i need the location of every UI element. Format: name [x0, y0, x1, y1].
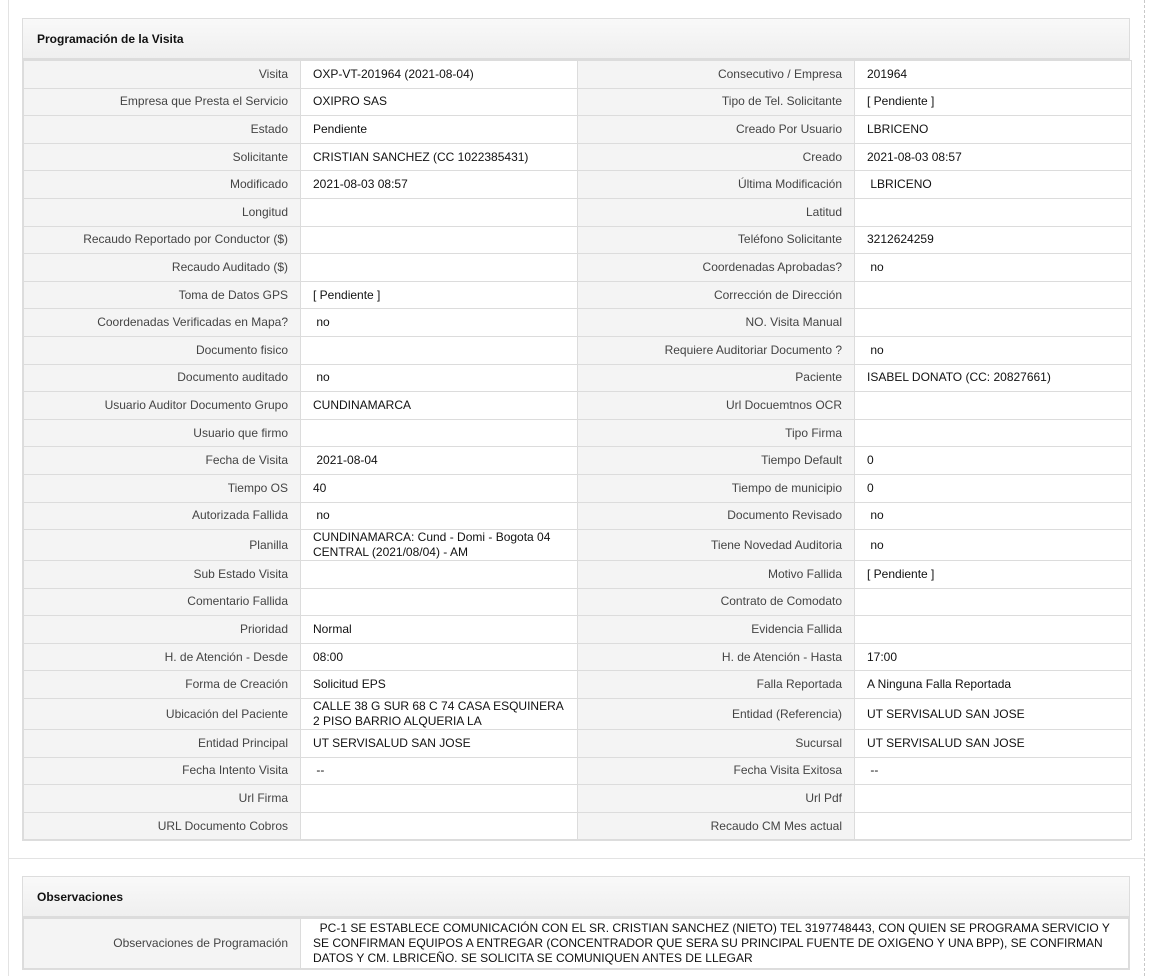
field-label: Creado Por Usuario — [578, 116, 855, 144]
field-value — [855, 392, 1132, 420]
detail-row — [24, 88, 1132, 116]
field-label: Tipo Firma — [578, 419, 855, 447]
field-label: Prioridad — [24, 616, 301, 644]
field-label: Evidencia Fallida — [578, 616, 855, 644]
field-value — [855, 309, 1132, 337]
field-label: Toma de Datos GPS — [24, 281, 301, 309]
detail-row — [24, 419, 1132, 447]
container-right-border — [1144, 0, 1145, 976]
field-value: UT SERVISALUD SAN JOSE — [855, 699, 1132, 730]
field-label: Contrato de Comodato — [578, 588, 855, 616]
detail-row — [24, 116, 1132, 144]
field-value: Pendiente — [301, 116, 578, 144]
field-label: Autorizada Fallida — [24, 502, 301, 530]
detail-row — [24, 281, 1132, 309]
field-label: Recaudo Reportado por Conductor ($) — [24, 226, 301, 254]
field-value: 17:00 — [855, 643, 1132, 671]
field-label: Creado — [578, 143, 855, 171]
observaciones-title: Observaciones — [23, 877, 1129, 918]
field-label: Fecha de Visita — [24, 447, 301, 475]
detail-row — [24, 392, 1132, 420]
detail-row — [24, 502, 1132, 530]
field-value: LBRICENO — [855, 116, 1132, 144]
detail-row — [24, 364, 1132, 392]
detail-row — [24, 254, 1132, 282]
field-label: Url Docuemtnos OCR — [578, 392, 855, 420]
field-value: [ Pendiente ] — [855, 561, 1132, 589]
section-separator — [8, 858, 1144, 859]
field-value: LBRICENO — [855, 171, 1132, 199]
field-value: ISABEL DONATO (CC: 20827661) — [855, 364, 1132, 392]
field-label: Tiempo Default — [578, 447, 855, 475]
field-value: 3212624259 — [855, 226, 1132, 254]
observaciones-panel — [22, 876, 1130, 970]
field-label: Motivo Fallida — [578, 561, 855, 589]
field-value: UT SERVISALUD SAN JOSE — [301, 730, 578, 758]
field-label: Coordenadas Aprobadas? — [578, 254, 855, 282]
field-label: Latitud — [578, 198, 855, 226]
field-label: Ubicación del Paciente — [24, 699, 301, 730]
field-label: Url Firma — [24, 785, 301, 813]
detail-row — [24, 143, 1132, 171]
field-value: no — [855, 530, 1132, 561]
field-value — [301, 812, 578, 840]
field-label: Tipo de Tel. Solicitante — [578, 88, 855, 116]
field-value: 08:00 — [301, 643, 578, 671]
field-value: CUNDINAMARCA: Cund - Domi - Bogota 04 CENTRAL (2021/08/04) - AM — [301, 530, 578, 561]
field-label: Usuario Auditor Documento Grupo — [24, 392, 301, 420]
field-value: A Ninguna Falla Reportada — [855, 671, 1132, 699]
field-value — [855, 616, 1132, 644]
field-value: no — [855, 502, 1132, 530]
field-value — [855, 588, 1132, 616]
field-label: Documento Revisado — [578, 502, 855, 530]
field-label: Estado — [24, 116, 301, 144]
field-label: Url Pdf — [578, 785, 855, 813]
detail-row — [24, 198, 1132, 226]
field-label: Coordenadas Verificadas en Mapa? — [24, 309, 301, 337]
field-value: no — [855, 336, 1132, 364]
field-label: Recaudo Auditado ($) — [24, 254, 301, 282]
field-label: Entidad (Referencia) — [578, 699, 855, 730]
field-value: 2021-08-03 08:57 — [855, 143, 1132, 171]
field-label: Consecutivo / Empresa — [578, 61, 855, 89]
field-value — [301, 419, 578, 447]
detail-row — [24, 757, 1132, 785]
field-label: Entidad Principal — [24, 730, 301, 758]
detail-row — [24, 530, 1132, 561]
detail-row — [24, 671, 1132, 699]
observaciones-label: Observaciones de Programación — [24, 919, 301, 969]
field-label: Tiempo OS — [24, 474, 301, 502]
field-label: Requiere Auditoriar Documento ? — [578, 336, 855, 364]
field-value: -- — [301, 757, 578, 785]
field-value — [301, 336, 578, 364]
field-label: URL Documento Cobros — [24, 812, 301, 840]
visit-details-table — [23, 60, 1132, 840]
detail-row — [24, 226, 1132, 254]
detail-row — [24, 643, 1132, 671]
detail-row — [24, 171, 1132, 199]
detail-row — [24, 336, 1132, 364]
field-label: Documento fisico — [24, 336, 301, 364]
field-value: CUNDINAMARCA — [301, 392, 578, 420]
field-value: 0 — [855, 447, 1132, 475]
field-label: NO. Visita Manual — [578, 309, 855, 337]
observaciones-table — [23, 918, 1129, 969]
detail-row — [24, 588, 1132, 616]
field-label: Corrección de Dirección — [578, 281, 855, 309]
field-value — [855, 419, 1132, 447]
detail-row — [24, 730, 1132, 758]
field-value: CALLE 38 G SUR 68 C 74 CASA ESQUINERA 2 PISO BARRIO ALQUERIA LA — [301, 699, 578, 730]
field-label: Forma de Creación — [24, 671, 301, 699]
field-value: 2021-08-04 — [301, 447, 578, 475]
detail-row — [24, 61, 1132, 89]
field-value: no — [301, 364, 578, 392]
detail-row — [24, 699, 1132, 730]
field-value: 201964 — [855, 61, 1132, 89]
field-label: Modificado — [24, 171, 301, 199]
field-value: no — [855, 254, 1132, 282]
field-value: UT SERVISALUD SAN JOSE — [855, 730, 1132, 758]
detail-row — [24, 812, 1132, 840]
field-value — [855, 281, 1132, 309]
field-label: Fecha Intento Visita — [24, 757, 301, 785]
field-value: OXP-VT-201964 (2021-08-04) — [301, 61, 578, 89]
detail-row — [24, 474, 1132, 502]
field-label: Falla Reportada — [578, 671, 855, 699]
field-value: CRISTIAN SANCHEZ (CC 1022385431) — [301, 143, 578, 171]
field-value — [301, 198, 578, 226]
detail-row — [24, 561, 1132, 589]
field-value: no — [301, 309, 578, 337]
detail-row — [24, 616, 1132, 644]
field-value — [855, 785, 1132, 813]
field-label: Última Modificación — [578, 171, 855, 199]
field-label: Sub Estado Visita — [24, 561, 301, 589]
field-label: Fecha Visita Exitosa — [578, 757, 855, 785]
field-label: Comentario Fallida — [24, 588, 301, 616]
field-label: H. de Atención - Hasta — [578, 643, 855, 671]
field-value: [ Pendiente ] — [855, 88, 1132, 116]
programacion-title: Programación de la Visita — [23, 19, 1129, 60]
field-value — [855, 812, 1132, 840]
container-left-border — [8, 0, 9, 976]
field-value: 2021-08-03 08:57 — [301, 171, 578, 199]
observaciones-value: PC-1 SE ESTABLECE COMUNICACIÓN CON EL SR. CRISTIAN SANCHEZ (NIETO) TEL 3197748443, CON QUIEN SE PROGRAMA SERVICIO Y SE CONFIRMAN EQUIPOS A ENTREGAR (CONCENTRADOR QUE SERA SU PRINCIPAL FUENTE DE OXIGENO Y UNA BPP), SE CONFIRMAN DATOS Y CM. LBRICEÑO. SE SOLICITA SE COMUNIQUEN ANTES DE LLEGAR — [301, 919, 1129, 969]
field-value — [301, 561, 578, 589]
field-value — [301, 785, 578, 813]
field-label: Teléfono Solicitante — [578, 226, 855, 254]
field-value: Solicitud EPS — [301, 671, 578, 699]
field-label: Visita — [24, 61, 301, 89]
field-value — [301, 588, 578, 616]
detail-row — [24, 785, 1132, 813]
field-label: Planilla — [24, 530, 301, 561]
field-value: no — [301, 502, 578, 530]
field-label: Paciente — [578, 364, 855, 392]
detail-row — [24, 447, 1132, 475]
field-label: Sucursal — [578, 730, 855, 758]
field-label: Solicitante — [24, 143, 301, 171]
field-value — [301, 226, 578, 254]
field-label: Recaudo CM Mes actual — [578, 812, 855, 840]
field-label: Empresa que Presta el Servicio — [24, 88, 301, 116]
field-value: Normal — [301, 616, 578, 644]
field-label: H. de Atención - Desde — [24, 643, 301, 671]
observaciones-row — [24, 919, 1129, 969]
field-label: Usuario que firmo — [24, 419, 301, 447]
field-value — [855, 198, 1132, 226]
field-value: -- — [855, 757, 1132, 785]
programacion-panel — [22, 18, 1130, 841]
field-label: Tiempo de municipio — [578, 474, 855, 502]
field-value — [301, 254, 578, 282]
field-value: 0 — [855, 474, 1132, 502]
field-value: 40 — [301, 474, 578, 502]
field-label: Longitud — [24, 198, 301, 226]
field-value: OXIPRO SAS — [301, 88, 578, 116]
field-label: Documento auditado — [24, 364, 301, 392]
field-value: [ Pendiente ] — [301, 281, 578, 309]
field-label: Tiene Novedad Auditoria — [578, 530, 855, 561]
detail-row — [24, 309, 1132, 337]
